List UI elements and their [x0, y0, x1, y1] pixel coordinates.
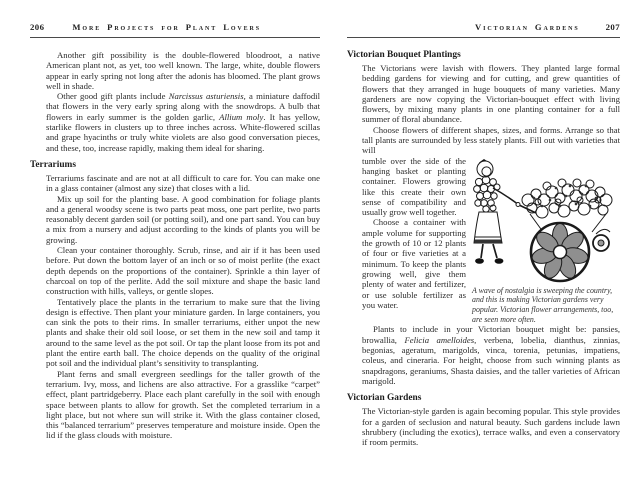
page-left	[30, 22, 320, 441]
paragraph: Terrariums fascinate and are not at all difficult to care for. You can make one in a glass container (almost any size) that closes with a lid.	[46, 172, 320, 194]
running-head-left	[30, 22, 320, 38]
running-head-title-right: Victorian Gardens	[475, 22, 580, 32]
paragraph: Another gift possibility is the double-flowered bloodroot, a native American plant not, as yet, too well known. The large, white, double flowers appear in early spring not long after the adonis has bloomed. The plant grows well in shade.	[46, 50, 320, 91]
running-head-right	[347, 22, 620, 38]
bouquet-block	[362, 63, 620, 386]
paragraph: Clean your container thoroughly. Scrub, rinse, and air if it has been used before. Put down the bottom layer of an inch or so of moist perlite (the exact depth depends on the proportions of the container). Sprinkle a thin layer of charcoal on top of the perlite. Add the soil mixture and shape the basic land construction with hills, valleys, or gentle slopes.	[46, 245, 320, 297]
section-heading-victorian-gardens: Victorian Gardens	[347, 393, 422, 404]
left-intro-block	[46, 50, 320, 153]
paragraph: Choose a container with ample volume for supporting the growth of 10 or 12 plants of four or five varieties at a minimum. To keep the plants growing well, give them plenty of water and fertilizer, or use soluble fertilizer as you water.	[362, 217, 466, 310]
paragraph: tumble over the side of the hanging basket or planting container. Flowers growing like this create their own sense of compatibility and usually grow well together.	[362, 155, 466, 218]
paragraph: Plant ferns and small evergreen seedlings for the taller growth of the terrarium. Ivy, moss, and lichens are also attractive. For a grasslike “carpet” effect, plant partridgeberry. Place each plant carefully in the soil with enough space between plants to allow for growth. Set the completed terrarium in a light place, but not where sun will strike it. With the glass container closed, this “balanced terrarium” preserves temperature and moisture inside. Open the lid if the glass clouds with moisture.	[46, 368, 320, 441]
wrapped-text-column	[362, 156, 466, 310]
paragraph: Tentatively place the plants in the terrarium to make sure that the living design is effective. Then plant your miniature garden. In large containers, you can sink the pots to their rims. In smaller terrariums, either unpot the new plants and shake their old soil loose, or set them in the new soil and tamp it around to the same level as the pot soil. Or tap the plant loose from its pot and plant the entire earth ball. The choice depends on the quality of the original pot soil and the individual plant’s sensitivity to transplanting.	[46, 296, 320, 369]
running-head-title-left: More Projects for Plant Lovers	[72, 22, 262, 32]
paragraph: Mix up soil for the planting base. A good combination for foliage plants and a general woodsy scene is two parts peat moss, one part perlite, two parts reasonably decent garden soil (or potting soil), and one part sand. You can buy a mix from a nursery and adjust according to the kinds of plants you will be growing.	[46, 193, 320, 245]
paragraph: Plants to include in your Victorian bouquet might be: pansies, browallia, Felicia amelloides, verbena, lobelia, dianthus, zinnias, begonias, ageratum, marigolds, vinca, torenia, petunias, impatiens, coleus, and cineraria. For height, choose from such winning plants as snapdragons, geraniums, Shasta daisies, and the taller varieties of African marigold.	[362, 324, 620, 386]
figure-caption: A wave of nostalgia is sweeping the country, and this is making Victorian gardens very popular. Victorian flower arrangements, too, are seen more often.	[472, 285, 614, 324]
section-heading-terrariums: Terrariums	[30, 159, 76, 170]
figure-block	[472, 156, 620, 325]
section-heading-bouquet-plantings: Victorian Bouquet Plantings	[347, 50, 461, 60]
terrariums-block	[46, 173, 320, 441]
victorian-gardens-block	[362, 406, 620, 447]
paragraph: Choose flowers of different shapes, sizes, and forms. Arrange so that tall plants are surrounded by less stately plants. Fill out with varieties that will	[362, 124, 620, 156]
paragraph: Other good gift plants include Narcissus asturiensis, a miniature daffodil that flowers in the very early spring along with the snowdrops. A bulb that flowers in early summer is the golden garlic, Allium moly. It has yellow, starlike flowers in clusters up to three inches across. White-flowered scillas and grape hyacinths or truly white violets are also good conversation pieces, and these, too, increase rapidly, making them ideal for sharing.	[46, 91, 321, 153]
page-number-left: 206	[30, 22, 45, 32]
page-number-right: 207	[605, 22, 620, 32]
paragraph: The Victorian-style garden is again becoming popular. This style provides for a garden of seclusion and natural beauty. Such gardens include lawn shrubbery (including the exotics), terrace walks, and even a conservatory if room permits.	[362, 406, 620, 448]
paragraph: The Victorians were lavish with flowers. They planted large formal bedding gardens for viewing and for cutting, and grew quantities of flowers that they arranged in huge bouquets of many varieties. Many gardeners are now copying the Victorian-bouquet effect with living flowers, by mixing many plants in one planting container for a full summer of floral abundance.	[362, 63, 620, 125]
page-right	[347, 22, 620, 447]
text-wrap-row	[362, 156, 620, 325]
flower-cart-illustration	[472, 156, 620, 284]
